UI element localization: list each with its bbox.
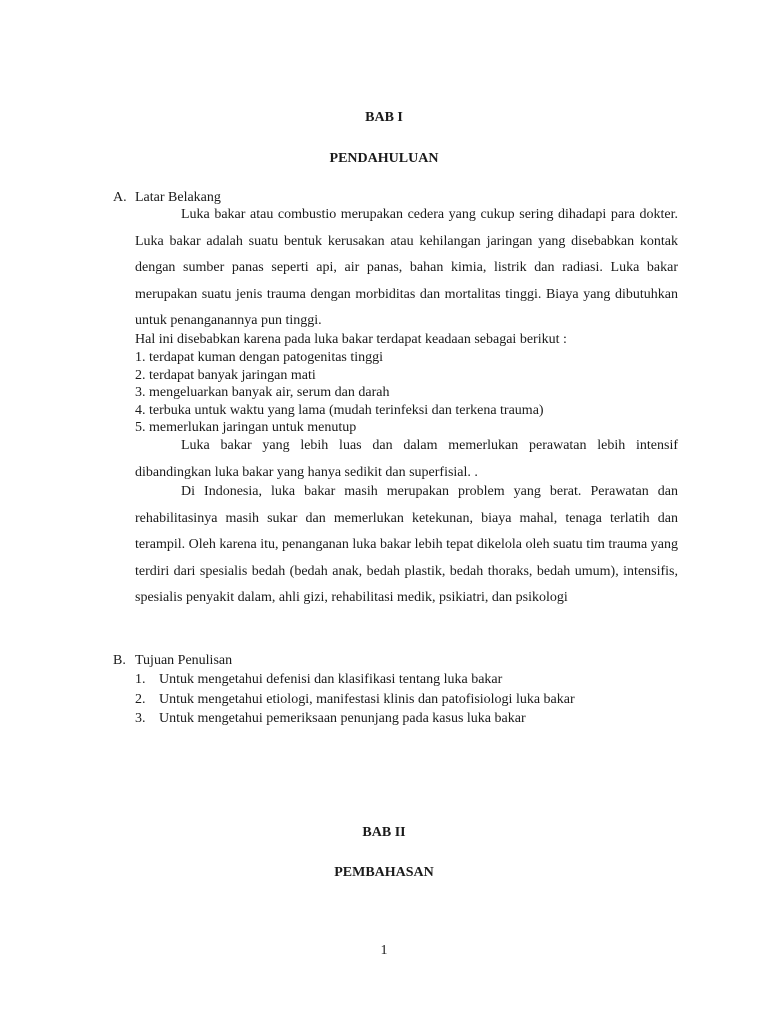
list-text: Untuk mengetahui etiologi, manifestasi klinis dan patofisiologi luka bakar [159, 691, 575, 707]
section-b-heading: Tujuan Penulisan [135, 653, 233, 668]
list-number: 1. [135, 672, 146, 687]
list-text: Untuk mengetahui defenisi dan klasifikasi tentang luka bakar [159, 672, 503, 687]
chapter-subtitle: PEMBAHASAN [334, 865, 434, 880]
paragraph-latar-belakang-2: Luka bakar yang lebih luas dan dalam memerlukan perawatan lebih intensif dibandingkan luka bakar yang hanya sedikit dan superfisial. . [135, 438, 678, 480]
chapter-title: BAB I [365, 110, 403, 125]
paragraph-latar-belakang-3: Di Indonesia, luka bakar masih merupakan problem yang berat. Perawatan dan rehabilitasinya masih sukar dan memerlukan ketekunan, biaya mahal, tenaga terlatih dan terampil. Oleh karena itu, penanganan luka bakar lebih tepat dikelola oleh suatu tim trauma yang terdiri dari spesialis bedah (bedah anak, bedah plastik, bedah thoraks, bedah umum), intensifis, spesialis penyakit dalam, ahli gizi, rehabilitasi medik, psikiatri, dan psikologi [135, 484, 678, 605]
list-item [135, 690, 575, 710]
page-number: 1 [380, 943, 388, 958]
section-a-heading: Latar Belakang [135, 190, 221, 205]
objective-list [135, 670, 575, 729]
chapter-title: BAB II [362, 825, 406, 840]
list-item: 5. memerlukan jaringan untuk menutup [135, 420, 357, 436]
list-item: 1. terdapat kuman dengan patogenitas tinggi [135, 350, 384, 365]
list-intro: Hal ini disebabkan karena pada luka bakar terdapat keadaan sebagai berikut : [135, 332, 567, 347]
list-item [135, 670, 575, 690]
section-a-marker: A. [113, 190, 127, 205]
chapter-subtitle: PENDAHULUAN [329, 151, 439, 166]
paragraph-latar-belakang-1: Luka bakar atau combustio merupakan cedera yang cukup sering dihadapi para dokter. Luka bakar adalah suatu bentuk kerusakan atau kehilangan jaringan yang disebabkan kontak dengan sumber panas seperti api, air panas, bahan kimia, listrik dan radiasi. Luka bakar merupakan suatu jenis trauma dengan morbiditas dan mortalitas tinggi. Biaya yang dibutuhkan untuk penanganannya pun tinggi. [135, 207, 678, 328]
section-b-marker: B. [113, 653, 126, 668]
list-text: Untuk mengetahui pemeriksaan penunjang pada kasus luka bakar [159, 711, 526, 726]
list-item: 4. terbuka untuk waktu yang lama (mudah terinfeksi dan terkena trauma) [135, 402, 544, 418]
condition-list [135, 349, 544, 437]
list-item [135, 709, 575, 729]
list-item: 2. terdapat banyak jaringan mati [135, 367, 316, 383]
list-number: 2. [135, 691, 146, 707]
list-item: 3. mengeluarkan banyak air, serum dan darah [135, 385, 390, 401]
list-number: 3. [135, 711, 146, 726]
